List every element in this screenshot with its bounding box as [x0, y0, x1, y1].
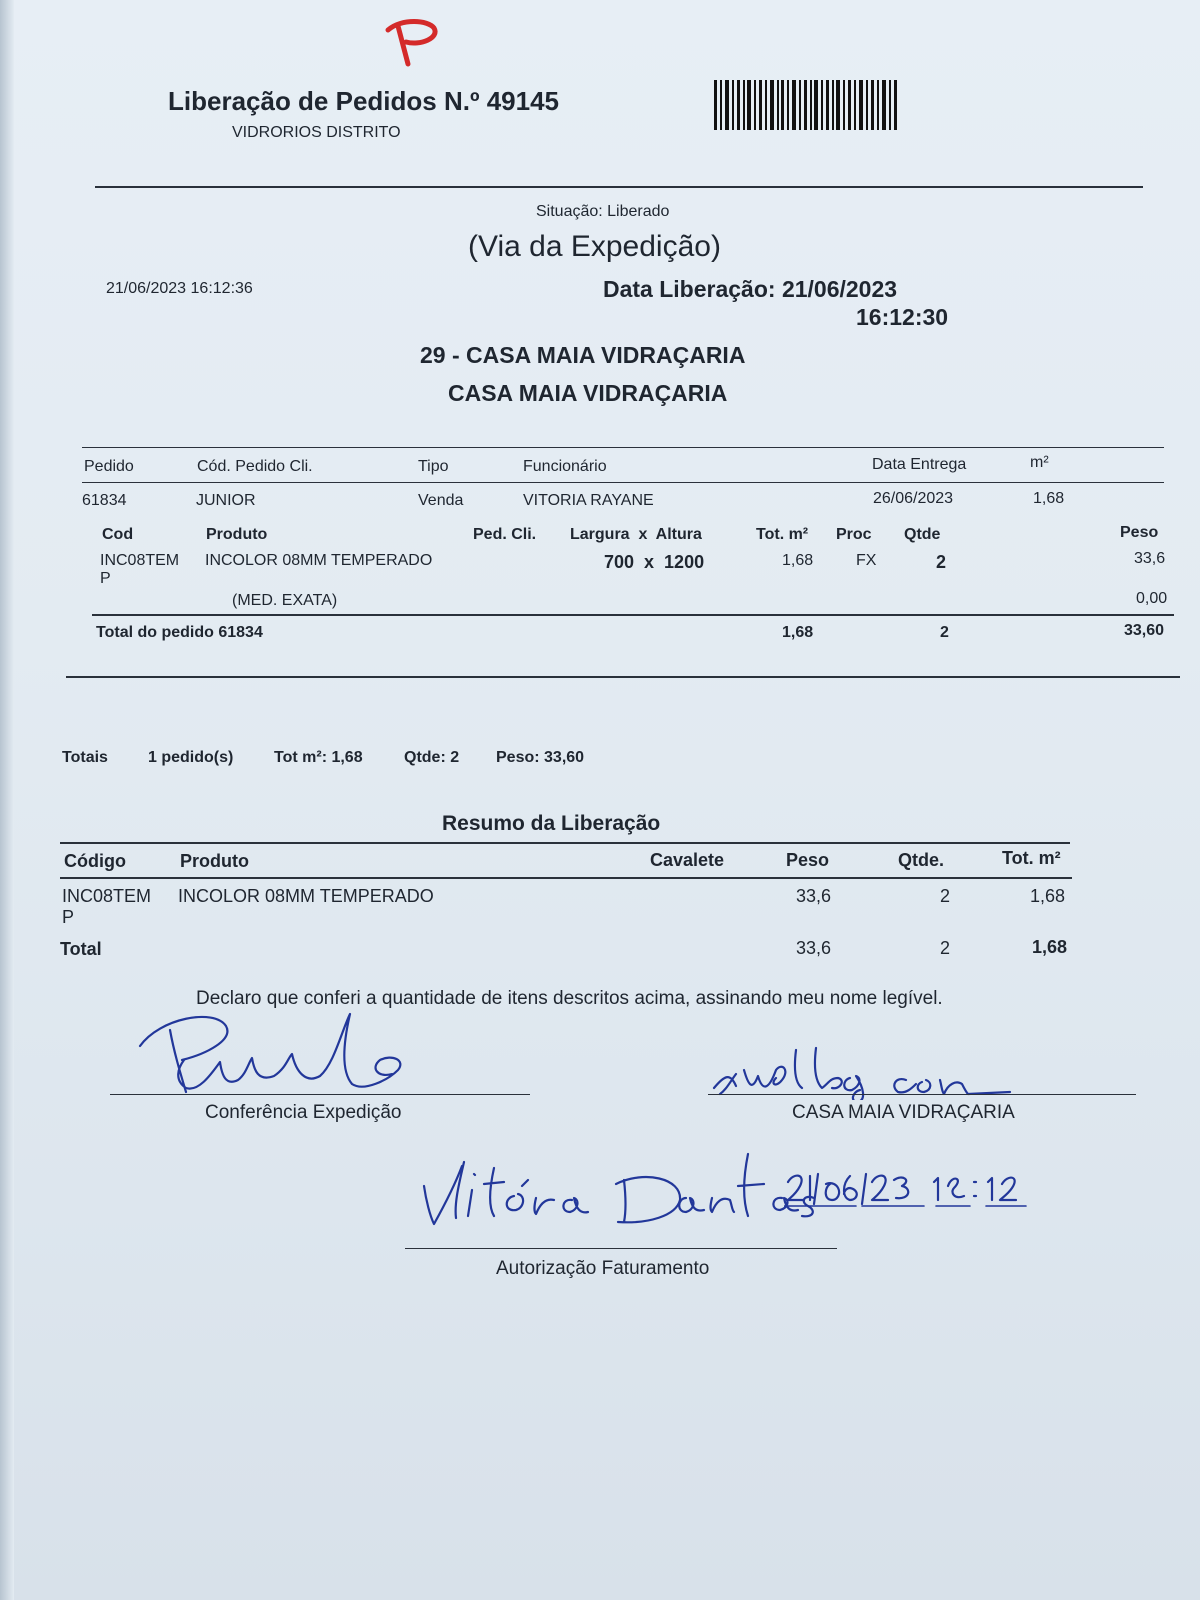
handwritten-datetime: [784, 1170, 1094, 1210]
summary-header-codigo: Código: [64, 851, 126, 871]
order-data-entrega: 26/06/2023: [873, 490, 954, 507]
summary-qtde: 2: [940, 886, 951, 906]
order-total-peso: 33,60: [1124, 622, 1165, 639]
item-cod-line2: P: [100, 570, 111, 587]
conferencia-line: [110, 1094, 530, 1095]
company-name: VIDRORIOS DISTRITO: [232, 124, 401, 141]
summary-total-tot-m2: 1,68: [1032, 937, 1068, 957]
client-line-2: CASA MAIA VIDRAÇARIA: [448, 380, 728, 406]
order-header-m2: m²: [1030, 454, 1049, 471]
summary-total-qtde: 2: [940, 938, 951, 958]
items-header-ped-cli: Ped. Cli.: [473, 526, 537, 543]
cliente-line: [708, 1094, 1136, 1095]
summary-peso: 33,6: [796, 886, 832, 906]
summary-header-tot-m2: Tot. m²: [1002, 848, 1061, 868]
status-text: Situação: Liberado: [536, 203, 670, 220]
order-total-qtde: 2: [940, 624, 949, 641]
autorizacao-signature: [404, 1150, 824, 1250]
header-rule: [95, 186, 1143, 188]
autorizacao-line: [405, 1248, 837, 1249]
summary-header-cavalete: Cavalete: [650, 850, 725, 870]
order-header-funcionario: Funcionário: [523, 458, 607, 475]
conferencia-label: Conferência Expedição: [205, 1102, 402, 1123]
order-header-tipo: Tipo: [418, 458, 449, 475]
summary-top-rule: [60, 842, 1070, 844]
summary-produto: INCOLOR 08MM TEMPERADO: [178, 886, 434, 906]
order-total-label: Total do pedido 61834: [96, 624, 263, 641]
release-date: Data Liberação: 21/06/2023: [603, 276, 898, 302]
order-header-pedido: Pedido: [84, 458, 134, 475]
autorizacao-label: Autorização Faturamento: [496, 1258, 710, 1279]
via-title: (Via da Expedição): [468, 230, 721, 263]
order-m2: 1,68: [1033, 490, 1065, 507]
client-line-1: 29 - CASA MAIA VIDRAÇARIA: [420, 342, 746, 368]
summary-tot-m2: 1,68: [1030, 886, 1066, 906]
summary-cod-line1: INC08TEM: [62, 886, 152, 906]
item-dimensions: 700 x 1200: [604, 552, 705, 572]
items-header-produto: Produto: [206, 526, 268, 543]
items-header-proc: Proc: [836, 526, 872, 543]
document-title: Liberação de Pedidos N.º 49145: [168, 86, 559, 116]
totals-tot-m2: Tot m²: 1,68: [274, 749, 363, 766]
summary-header-peso: Peso: [786, 850, 830, 870]
order-pedido: 61834: [82, 492, 127, 509]
item-peso: 33,6: [1134, 550, 1166, 567]
order-cod-cli: JUNIOR: [196, 492, 256, 509]
items-section-rule: [66, 676, 1180, 678]
order-tipo: Venda: [418, 492, 464, 509]
totals-qtde: Qtde: 2: [404, 749, 460, 766]
items-header-cod: Cod: [102, 526, 134, 543]
order-header-data-entrega: Data Entrega: [872, 456, 967, 473]
item-qtde: 2: [936, 552, 947, 572]
item-note-peso: 0,00: [1136, 590, 1168, 607]
totals-pedidos: 1 pedido(s): [148, 749, 234, 766]
item-proc: FX: [856, 552, 877, 569]
red-p-mark: [380, 12, 450, 72]
order-header-cod-cli: Cód. Pedido Cli.: [197, 458, 313, 475]
totals-label: Totais: [62, 749, 108, 766]
order-table-header-rule: [82, 482, 1164, 483]
items-header-qtde: Qtde: [904, 526, 941, 543]
item-cod-line1: INC08TEM: [100, 552, 180, 569]
items-total-rule: [92, 614, 1174, 616]
cliente-signature: [710, 1040, 1020, 1100]
paper-edge-shadow: [0, 0, 14, 1600]
item-note: (MED. EXATA): [232, 592, 338, 609]
item-produto: INCOLOR 08MM TEMPERADO: [205, 552, 433, 569]
item-tot-m2: 1,68: [782, 552, 814, 569]
summary-total-label: Total: [60, 939, 102, 959]
order-funcionario: VITORIA RAYANE: [523, 492, 654, 509]
release-time: 16:12:30: [856, 304, 949, 330]
items-header-peso: Peso: [1120, 524, 1159, 541]
cliente-label: CASA MAIA VIDRAÇARIA: [792, 1102, 1015, 1123]
summary-cod-line2: P: [62, 907, 75, 927]
totals-peso: Peso: 33,60: [496, 749, 585, 766]
declaration-text: Declaro que conferi a quantidade de itens descritos acima, assinando meu nome legível.: [196, 988, 943, 1009]
conferencia-signature: [130, 1010, 420, 1102]
summary-header-rule: [60, 877, 1072, 879]
summary-header-produto: Produto: [180, 851, 249, 871]
summary-header-qtde: Qtde.: [898, 850, 945, 870]
summary-title: Resumo da Liberação: [442, 812, 661, 835]
barcode: [714, 80, 900, 130]
items-header-dimensions: Largura x Altura: [570, 526, 702, 543]
order-total-m2: 1,68: [782, 624, 814, 641]
order-table-top-rule: [82, 447, 1164, 448]
summary-total-peso: 33,6: [796, 938, 832, 958]
print-datetime: 21/06/2023 16:12:36: [106, 280, 253, 297]
items-header-tot-m2: Tot. m²: [756, 526, 809, 543]
